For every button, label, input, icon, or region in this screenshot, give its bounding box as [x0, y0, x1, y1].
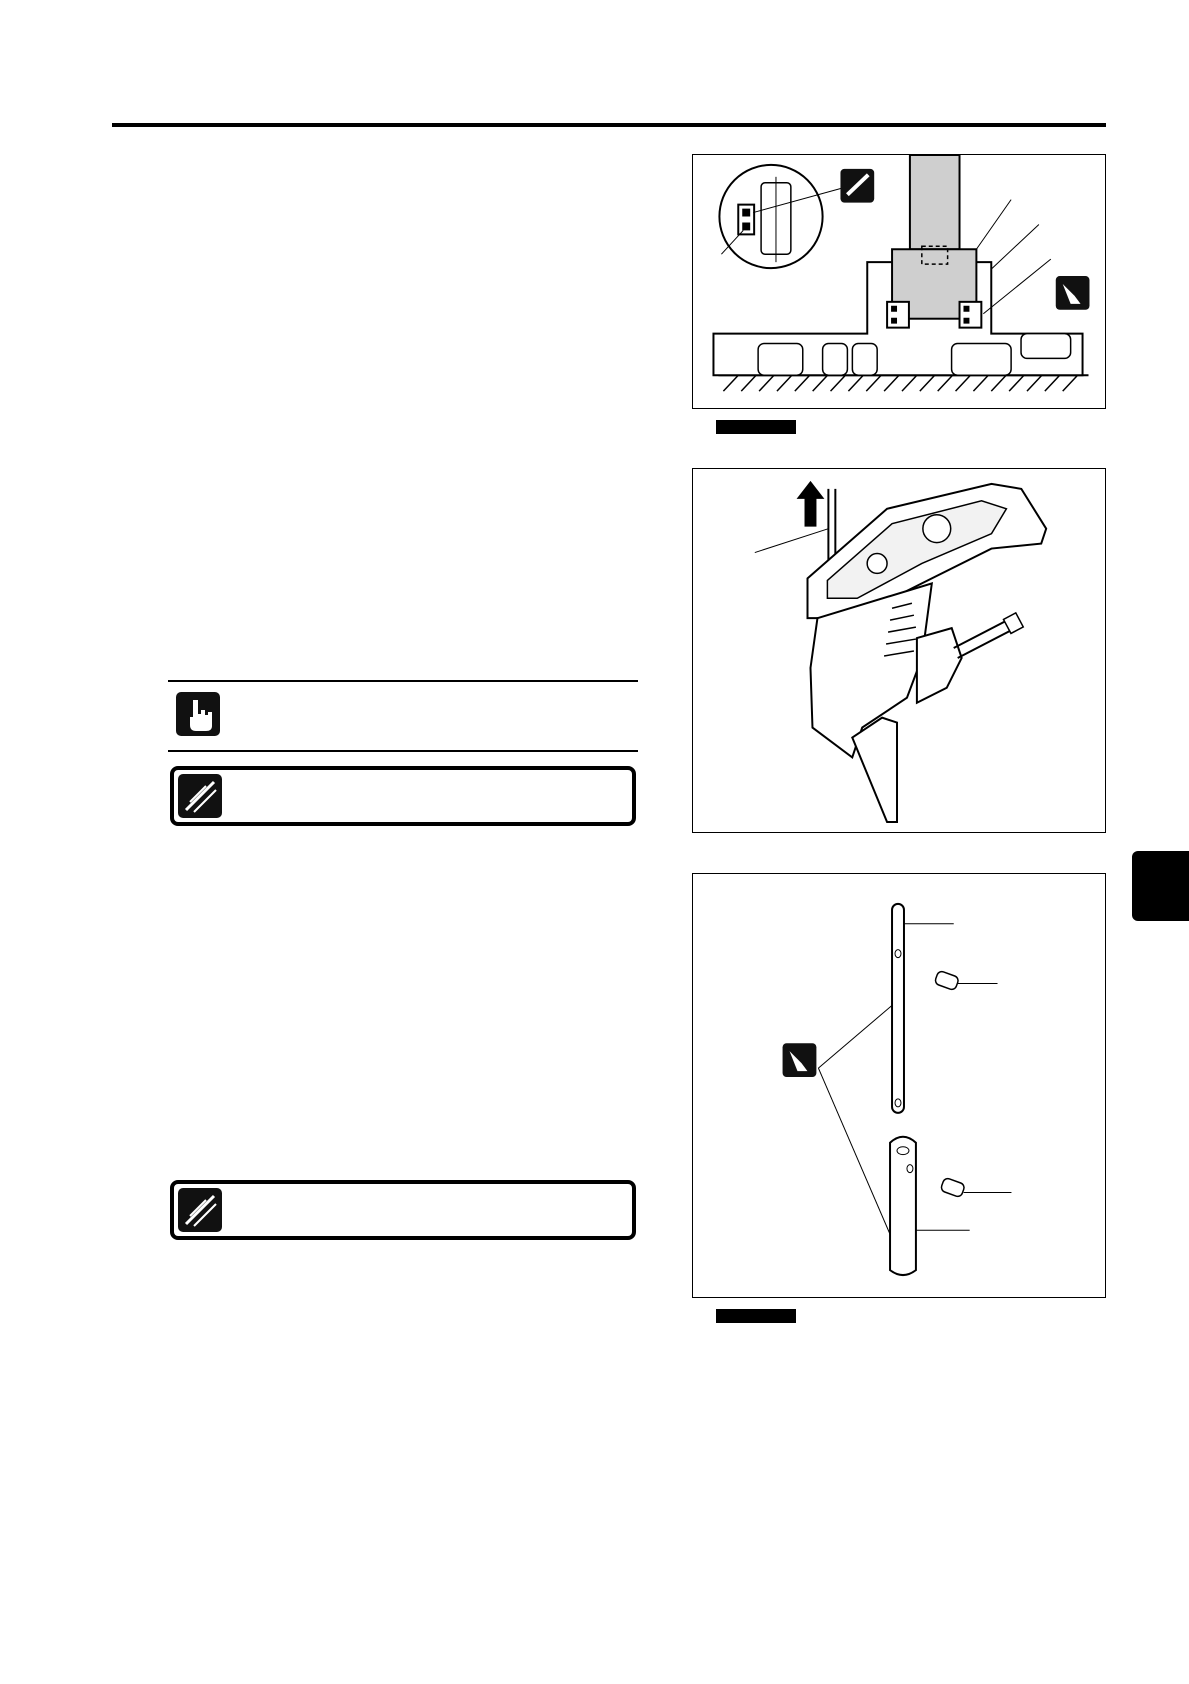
grease-brush-icon — [1056, 276, 1090, 310]
figure-shift-rod-parts — [692, 873, 1106, 1298]
figure-shift-rod-removal — [692, 468, 1106, 833]
note-block — [168, 680, 638, 754]
oil-seal-illustration — [693, 155, 1105, 408]
tool-icon — [178, 1188, 222, 1232]
tool-icon — [178, 774, 222, 818]
tool-info-box — [170, 1180, 636, 1240]
pointing-hand-icon — [176, 692, 220, 736]
figure-oil-seal-install — [692, 154, 1106, 409]
figure-caption-bar — [716, 420, 796, 434]
header-rule — [112, 123, 1106, 127]
shift-rod-parts-illustration — [693, 874, 1105, 1297]
tool-info-box — [170, 766, 636, 826]
grease-brush-icon — [783, 1043, 817, 1077]
figure-caption-bar — [716, 1309, 796, 1323]
chapter-tab[interactable] — [1132, 851, 1189, 921]
lower-case-illustration — [693, 469, 1105, 832]
note-top-rule — [168, 680, 638, 682]
up-arrow-icon — [797, 481, 825, 527]
note-bottom-rule — [168, 750, 638, 752]
